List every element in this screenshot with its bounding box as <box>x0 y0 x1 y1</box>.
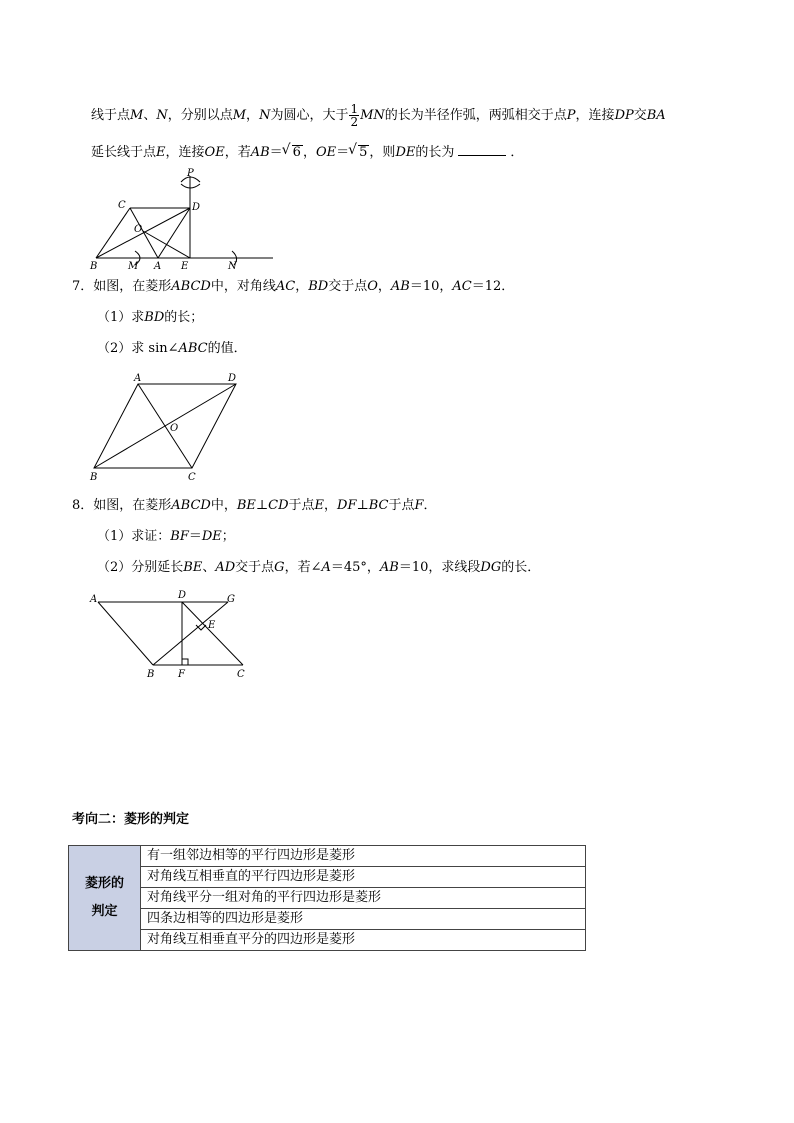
problem6-figure <box>88 168 278 273</box>
table-cell: 对角线互相垂直的平行四边形是菱形 <box>141 867 586 888</box>
label-B: B <box>90 472 98 483</box>
table-cell: 有一组邻边相等的平行四边形是菱形 <box>141 846 586 867</box>
label-D: D <box>228 373 237 384</box>
label-B: B <box>147 669 155 680</box>
problem7-figure <box>86 370 251 485</box>
problem7-title: 7．如图，在菱形ABCD中，对角线AC，BD交于点O，AB＝10，AC＝12． <box>72 279 515 294</box>
table-head: 菱形的 判定 <box>69 846 141 951</box>
label-O: O <box>170 423 179 434</box>
label-F: F <box>178 669 185 680</box>
label-E: E <box>181 261 189 272</box>
table-row <box>69 867 586 888</box>
label-A: A <box>90 594 98 605</box>
label-C: C <box>118 200 126 211</box>
label-D: D <box>178 590 187 601</box>
label-B: B <box>90 261 98 272</box>
table-row <box>69 846 586 867</box>
table-row <box>69 888 586 909</box>
problem6-line1: 线于点M、N，分别以点M，N为圆心，大于 $\frac{1}{2}$ MN的长为半径作弧，两弧相交于点P，连接DP交BA <box>91 102 666 129</box>
label-M: M <box>128 261 139 272</box>
label-D: D <box>192 202 201 213</box>
sqrt-six: √ 6 <box>292 145 303 160</box>
problem6-line2: 延长线于点E，连接OE，若AB＝√ 6 ，OE＝√ 5 ，则DE的长为 ． <box>91 143 523 163</box>
label-C: C <box>237 669 245 680</box>
problem8-figure <box>88 588 258 688</box>
problem8-question2: （2）分别延长BE、AD交于点G，若∠A＝45°，AB＝10，求线段DG的长． <box>97 560 541 575</box>
fraction-one-half: $\frac{1}{2}$ <box>350 102 359 129</box>
problem7-question2: （2）求 sin∠ABC的值． <box>97 341 247 356</box>
problem8-title: 8．如图，在菱形ABCD中，BE⊥CD于点E，DF⊥BC于点F． <box>72 498 437 513</box>
label-A: A <box>134 373 142 384</box>
table-cell: 对角线互相垂直平分的四边形是菱形 <box>141 930 586 951</box>
label-E: E <box>208 620 216 631</box>
section-title: 考向二：菱形的判定 <box>72 812 190 827</box>
label-O: O <box>134 224 143 235</box>
sqrt-five: √ 5 <box>358 145 369 160</box>
label-P: P <box>187 168 194 179</box>
table-row <box>69 909 586 930</box>
table-cell: 四条边相等的四边形是菱形 <box>141 909 586 930</box>
label-A: A <box>154 261 162 272</box>
label-N: N <box>228 261 237 272</box>
label-C: C <box>188 472 196 483</box>
label-G: G <box>227 594 235 605</box>
table-cell: 对角线平分一组对角的平行四边形是菱形 <box>141 888 586 909</box>
table-row <box>69 930 586 951</box>
problem8-question1: （1）求证：BF＝DE； <box>97 529 235 544</box>
problem7-question1: （1）求BD的长； <box>97 310 204 325</box>
answer-blank <box>458 143 506 156</box>
rhombus-criteria-table <box>68 845 586 951</box>
